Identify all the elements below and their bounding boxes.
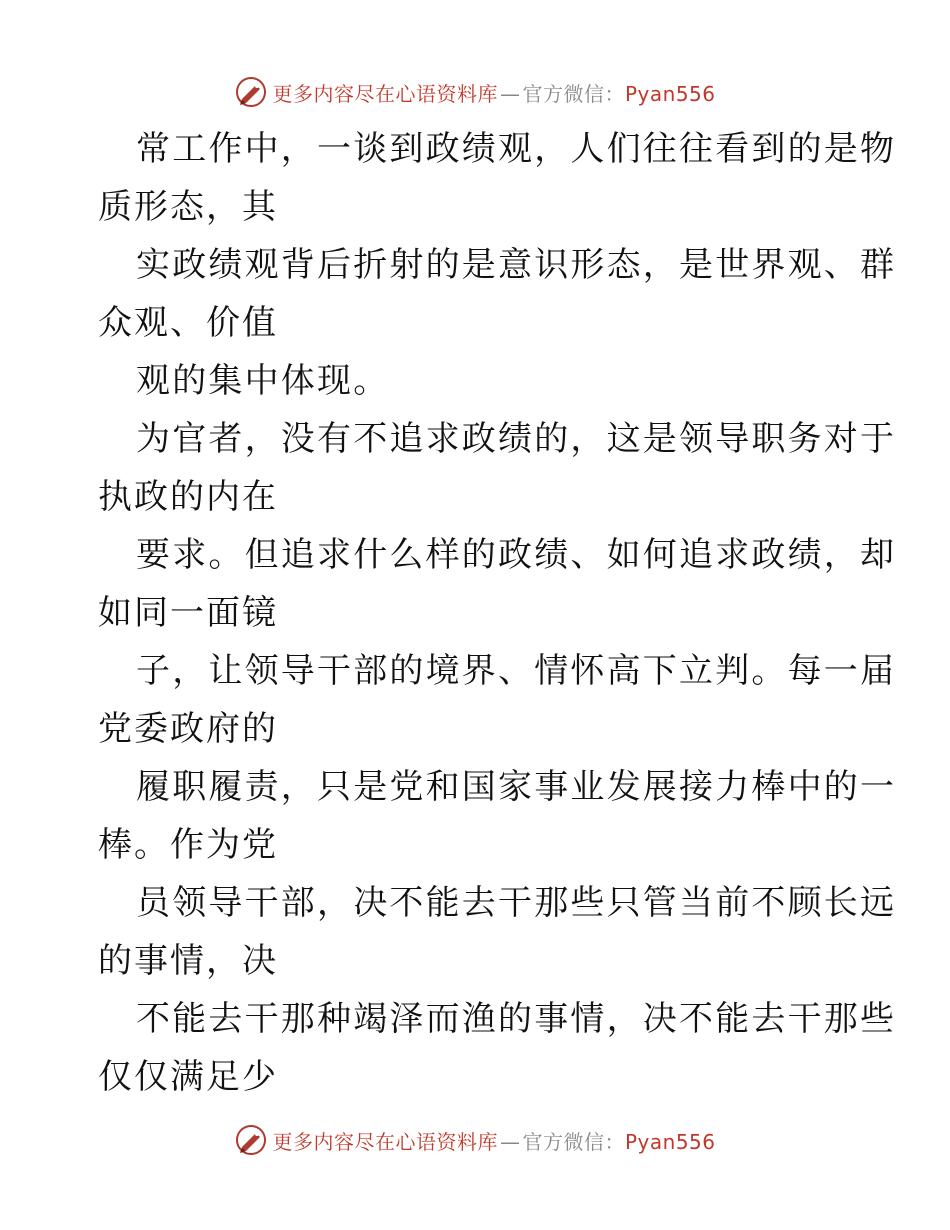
header-banner bbox=[0, 72, 950, 112]
body-line: 质形态，其 bbox=[98, 187, 278, 227]
banner-main-text: 更多内容尽在心语资料库 bbox=[272, 81, 498, 106]
body-line: 如同一面镜 bbox=[98, 593, 278, 633]
banner-account: Pyan556 bbox=[624, 81, 716, 106]
body-line: 子，让领导干部的境界、情怀高下立判。每一届 bbox=[136, 651, 897, 691]
banner-separator: — bbox=[499, 1129, 521, 1154]
document-body bbox=[98, 120, 897, 1106]
body-line: 员领导干部，决不能去干那些只管当前不顾长远 bbox=[136, 883, 897, 923]
footer-banner bbox=[0, 1120, 950, 1160]
body-line: 履职履责，只是党和国家事业发展接力棒中的一 bbox=[136, 767, 897, 807]
body-line: 不能去干那种竭泽而渔的事情，决不能去干那些 bbox=[136, 999, 897, 1039]
banner-account-label: 官方微信： bbox=[522, 1129, 625, 1154]
body-line: 常工作中，一谈到政绩观，人们往往看到的是物 bbox=[136, 129, 897, 169]
body-line: 实政绩观背后折射的是意识形态，是世界观、群 bbox=[136, 245, 897, 285]
pen-logo-icon bbox=[234, 75, 268, 109]
body-line: 仅仅满足少 bbox=[98, 1057, 278, 1097]
banner-separator: — bbox=[499, 81, 521, 106]
body-line: 众观、价值 bbox=[98, 303, 278, 343]
pen-logo-icon bbox=[234, 1123, 268, 1157]
body-line: 观的集中体现。 bbox=[136, 361, 390, 401]
body-line: 党委政府的 bbox=[98, 709, 278, 749]
body-line: 棒。作为党 bbox=[98, 825, 278, 865]
body-line: 为官者，没有不追求政绩的，这是领导职务对于 bbox=[136, 419, 897, 459]
header-banner-text bbox=[272, 78, 715, 107]
footer-banner-text bbox=[272, 1126, 715, 1155]
body-line: 的事情，决 bbox=[98, 941, 278, 981]
banner-account: Pyan556 bbox=[624, 1129, 716, 1154]
banner-account-label: 官方微信： bbox=[522, 81, 625, 106]
body-line: 执政的内在 bbox=[98, 477, 278, 517]
body-line: 要求。但追求什么样的政绩、如何追求政绩，却 bbox=[136, 535, 897, 575]
banner-main-text: 更多内容尽在心语资料库 bbox=[272, 1129, 498, 1154]
